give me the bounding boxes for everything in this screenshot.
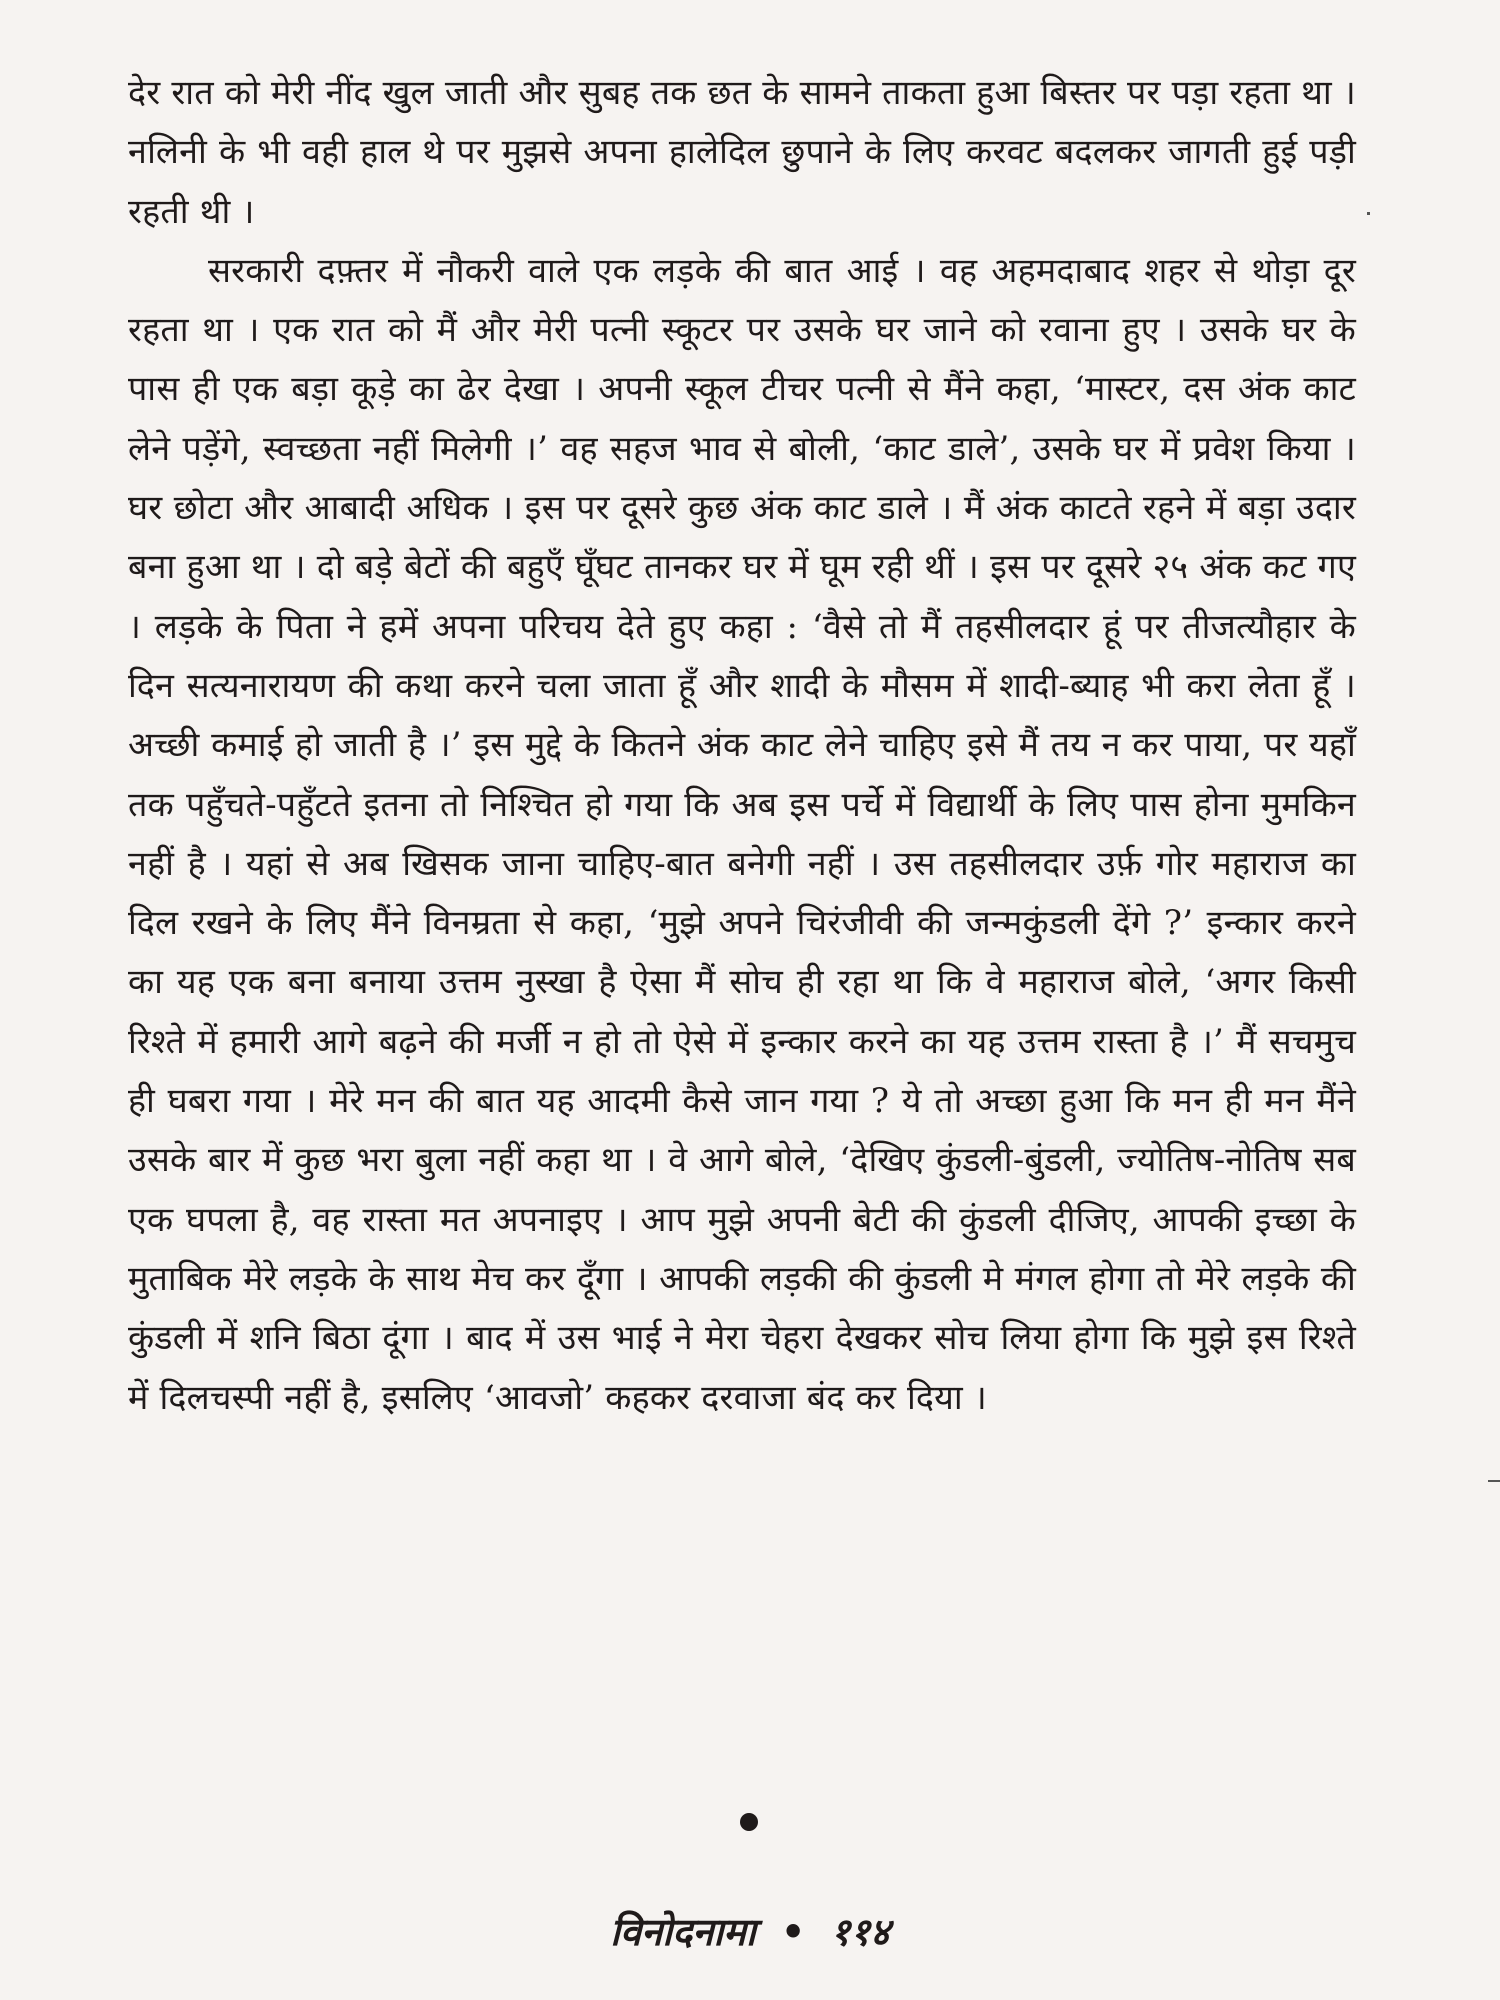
paragraph-2: सरकारी दफ़्तर में नौकरी वाले एक लड़के की बात आई । वह अहमदाबाद शहर से थोड़ा दूर रहता था । एक रात को मैं और मेरी पत्नी स्कूटर पर उसके घर जाने को रवाना हुए । उसके घर के पास ही एक बड़ा कूड़े का ढेर देखा । अपनी स्कूल टीचर पत्नी से मैंने कहा, ‘मास्टर, दस अंक काट लेने पड़ेंगे, स्वच्छता नहीं मिलेगी ।’ वह सहज भाव से बोली, ‘काट डाले’, उसके घर में प्रवेश किया । घर छोटा और आबादी अधिक । इस पर दूसरे कुछ अंक काट डाले । मैं अंक काटते रहने में बड़ा उदार बना हुआ था । दो बड़े बेटों की बहुएँ घूँघट तानकर घर में घूम रही थीं । इस पर दूसरे २५ अंक कट गए । लड़के के पिता ने हमें अपना परिचय देते हुए कहा : ‘वैसे तो मैं तहसीलदार हूं पर तीजत्यौहार के दिन सत्यनारायण की कथा करने चला जाता हूँ और शादी के मौसम में शादी-ब्याह भी करा लेता हूँ । अच्छी कमाई हो जाती है ।’ इस मुद्दे के कितने अंक काट लेने चाहिए इसे मैं तय न कर पाया, पर यहाँ तक पहुँचते-पहुँटते इतना तो निश्चित हो गया कि अब इस पर्चे में विद्यार्थी के लिए पास होना मुमकिन नहीं है । यहां से अब खिसक जाना चाहिए-बात बनेगी नहीं । उस तहसीलदार उर्फ़ गोर महाराज का दिल रखने के लिए मैंने विनम्रता से कहा, ‘मुझे अपने चिरंजीवी की जन्मकुंडली देंगे ?’ इन्कार करने का यह एक बना बनाया उत्तम नुस्खा है ऐसा मैं सोच ही रहा था कि वे महाराज बोले, ‘अगर किसी रिश्ते में हमारी आगे बढ़ने की मर्जी न हो तो ऐसे में इन्कार करने का यह उत्तम रास्ता है ।’ मैं सचमुच ही घबरा गया । मेरे मन की बात यह आदमी कैसे जान गया ? ये तो अच्छा हुआ कि मन ही मन मैंने उसके बार में कुछ भरा बुला नहीं कहा था । वे आगे बोले, ‘देखिए कुंडली-बुंडली, ज्योतिष-नोतिष सब एक घपला है, वह रास्ता मत अपनाइए । आप मुझे अपनी बेटी की कुंडली दीजिए, आपकी इच्छा के मुताबिक मेरे लड़के के साथ मेच कर दूँगा । आपकी लड़की की कुंडली मे मंगल होगा तो मेरे लड़के की कुंडली में शनि बिठा दूंगा । बाद में उस भाई ने मेरा चेहरा देखकर सोच लिया होगा कि मुझे इस रिश्ते में दिलचस्पी नहीं है, इसलिए ‘आवजो’ कहकर दरवाजा बंद कर दिया । xyxy=(128,250,1356,1418)
footer-separator: • xyxy=(781,1909,806,1954)
page-number: ११४ xyxy=(830,1909,890,1954)
body-text xyxy=(128,64,1356,1428)
book-title: विनोदनामा xyxy=(610,1909,756,1954)
page-footer xyxy=(0,1905,1500,1957)
scan-speck xyxy=(1367,212,1370,215)
scan-edge-mark xyxy=(1488,1480,1500,1482)
section-end-bullet xyxy=(740,1813,758,1831)
paragraph-1: देर रात को मेरी नींद खुल जाती और सुबह तक छत के सामने ताकता हुआ बिस्तर पर पड़ा रहता था । नलिनी के भी वही हाल थे पर मुझसे अपना हालेदिल छुपाने के लिए करवट बदलकर जागती हुई पड़ी रहती थी । xyxy=(128,73,1356,232)
